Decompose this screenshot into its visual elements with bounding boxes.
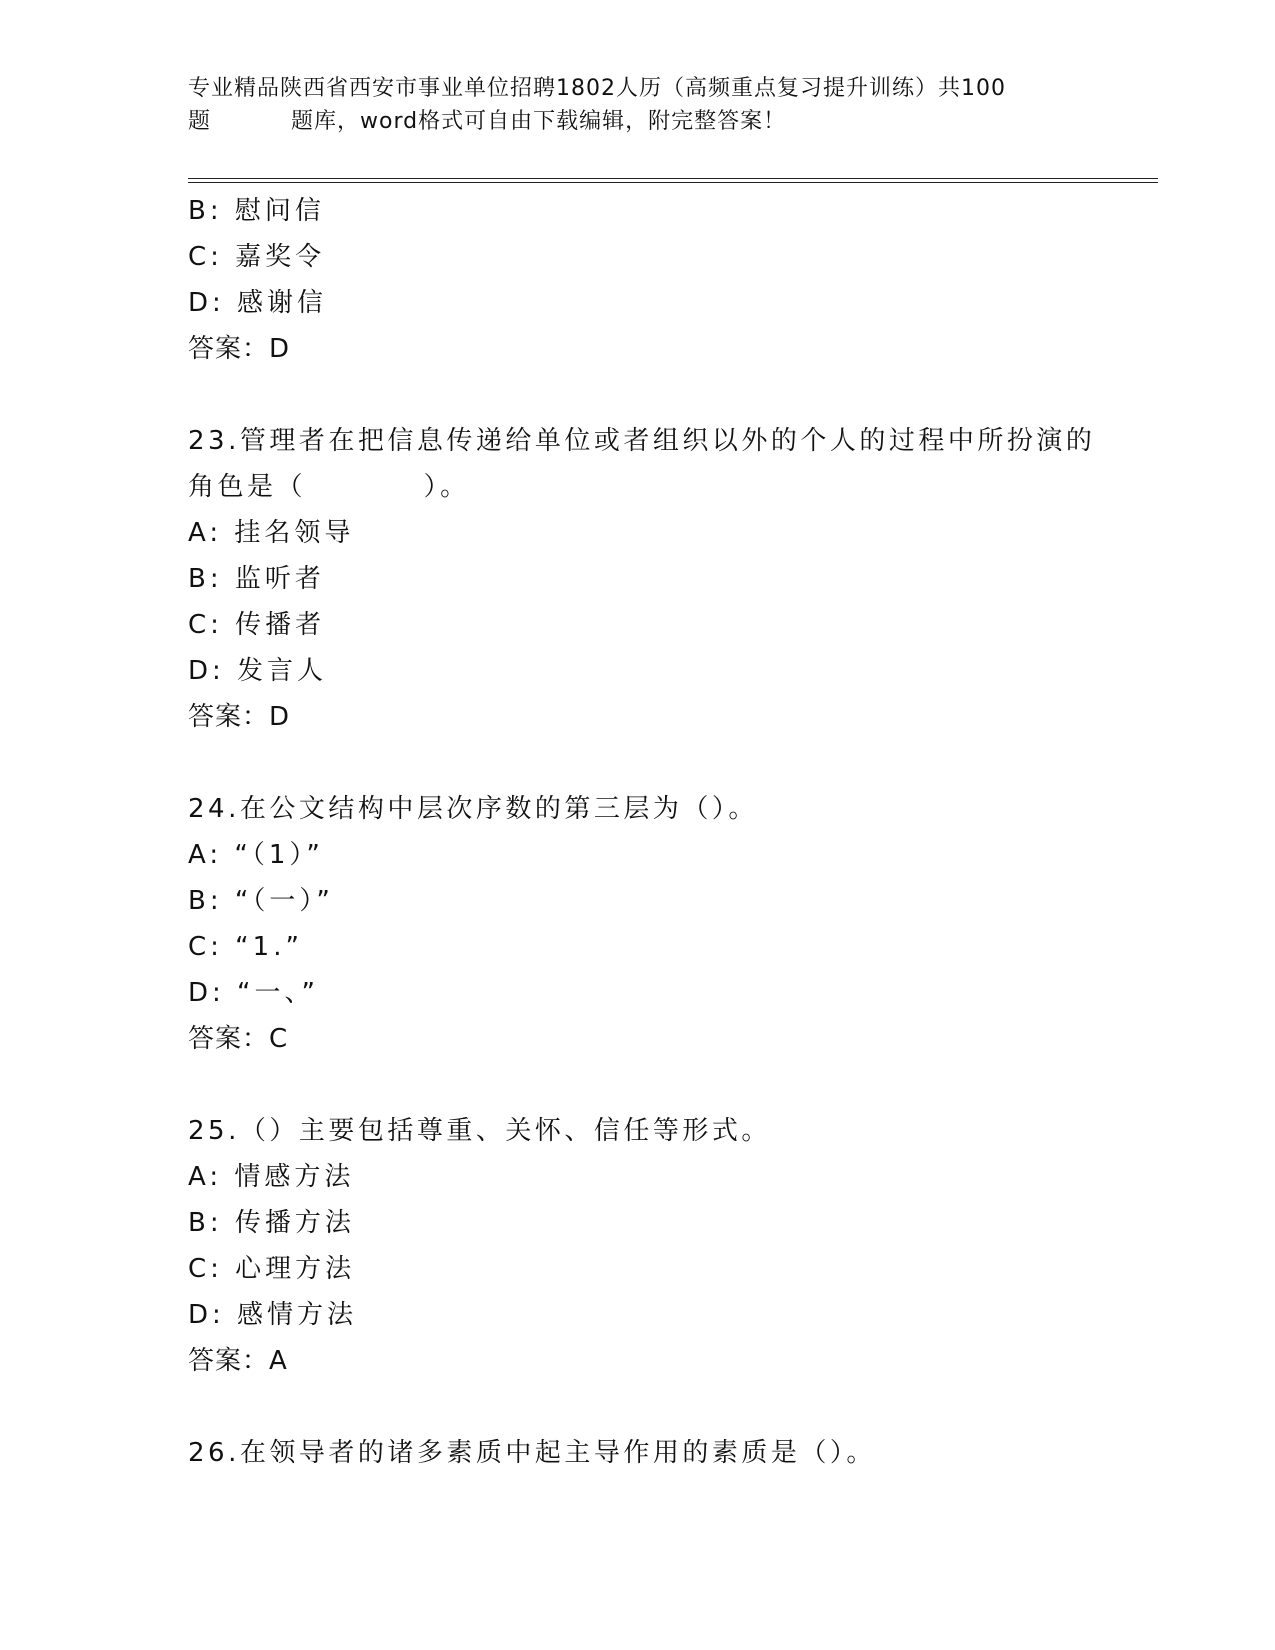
header-title-line2 xyxy=(188,105,1088,138)
header-divider-bottom xyxy=(188,182,1158,183)
q23-option-c: C: 传播者 xyxy=(188,610,326,640)
q25-question: 25.（）主要包括尊重、关怀、信任等形式。 xyxy=(188,1116,771,1146)
q22-option-d: D: 感谢信 xyxy=(188,288,328,318)
q23-question-line2: 角色是（ ）。 xyxy=(188,472,470,502)
q23-option-d: D: 发言人 xyxy=(188,656,328,686)
q23-option-a: A: 挂名领导 xyxy=(188,518,355,548)
q25-option-d: D: 感情方法 xyxy=(188,1300,358,1330)
q23-option-b: B: 监听者 xyxy=(188,564,325,594)
question-22 xyxy=(188,188,1088,372)
q23-answer: 答案：D xyxy=(188,702,291,732)
q24-option-c: C: “1.” xyxy=(188,932,303,962)
q22-option-b: B: 慰问信 xyxy=(188,196,325,226)
q24-option-d: D: “一、” xyxy=(188,978,319,1008)
q25-option-c: C: 心理方法 xyxy=(188,1254,356,1284)
q26-question: 26.在领导者的诸多素质中起主导作用的素质是（）。 xyxy=(188,1438,876,1468)
q22-answer: 答案：D xyxy=(188,334,291,364)
q24-option-b: B: “（一）” xyxy=(188,886,334,916)
q24-answer: 答案：C xyxy=(188,1024,289,1054)
question-25 xyxy=(188,1108,1088,1384)
q24-question: 24.在公文结构中层次序数的第三层为（）。 xyxy=(188,794,758,824)
q23-question-line1: 23.管理者在把信息传递给单位或者组织以外的个人的过程中所扮演的 xyxy=(188,426,1096,456)
header-title-line2-start: 题 xyxy=(188,109,212,134)
q24-option-a: A: “（1）” xyxy=(188,840,324,870)
q22-option-c: C: 嘉奖令 xyxy=(188,242,326,272)
question-list xyxy=(188,188,1096,1476)
header-title-line1: 专业精品陕西省西安市事业单位招聘1802人历（高频重点复习提升训练）共100 xyxy=(188,76,1006,101)
q25-answer: 答案：A xyxy=(188,1346,288,1376)
question-26 xyxy=(188,1430,1088,1476)
header-divider-top xyxy=(188,178,1158,179)
document-header xyxy=(188,72,1088,138)
q25-option-b: B: 传播方法 xyxy=(188,1208,355,1238)
question-24 xyxy=(188,786,1088,1062)
header-title-line2-rest: 题库，word格式可自由下载编辑，附完整答案！ xyxy=(291,109,787,134)
q25-option-a: A: 情感方法 xyxy=(188,1162,355,1192)
question-23 xyxy=(188,418,1096,740)
